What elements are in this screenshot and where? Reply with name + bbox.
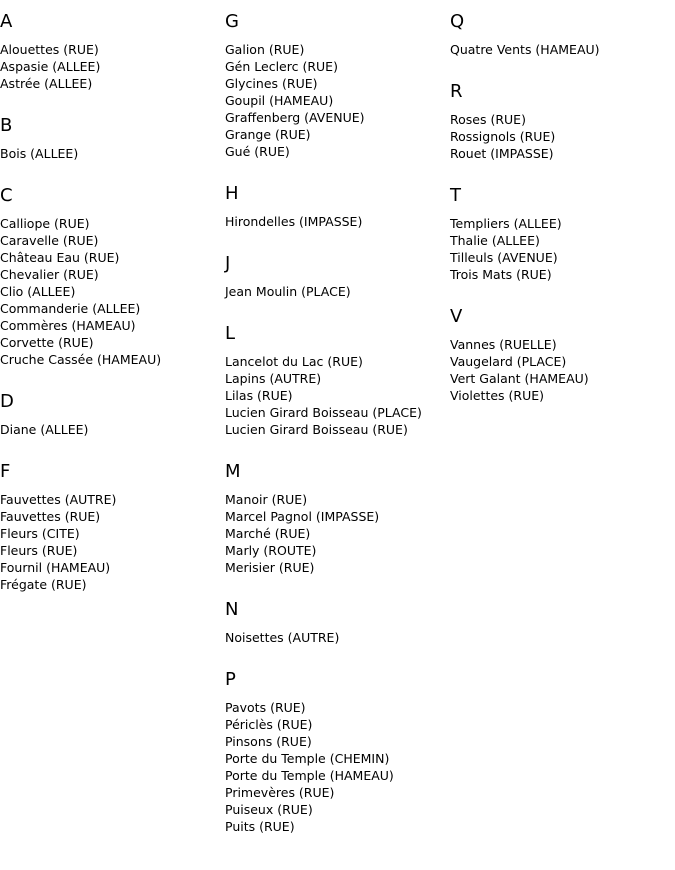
- letter-heading: B: [0, 115, 13, 136]
- letter-section: [225, 461, 450, 576]
- street-link[interactable]: Rossignols (RUE): [450, 129, 556, 144]
- street-link[interactable]: Thalie (ALLEE): [450, 233, 540, 248]
- street-list: [450, 215, 675, 283]
- letter-section: [450, 81, 675, 162]
- street-link[interactable]: Glycines (RUE): [225, 76, 318, 91]
- street-index-column-3: [450, 0, 675, 404]
- street-link[interactable]: Corvette (RUE): [0, 335, 94, 350]
- letter-heading: R: [450, 81, 463, 102]
- street-link[interactable]: Lucien Girard Boisseau (PLACE): [225, 405, 422, 420]
- street-link[interactable]: Tilleuls (AVENUE): [450, 250, 558, 265]
- letter-heading: H: [225, 183, 239, 204]
- street-list: [0, 421, 225, 438]
- letter-heading: G: [225, 11, 239, 32]
- letter-heading: Q: [450, 11, 465, 32]
- street-list: [0, 491, 225, 593]
- street-list: [0, 145, 225, 162]
- street-list: [450, 111, 675, 162]
- street-list: [225, 491, 450, 576]
- street-link[interactable]: Calliope (RUE): [0, 216, 90, 231]
- street-link[interactable]: Diane (ALLEE): [0, 422, 89, 437]
- street-link[interactable]: Fauvettes (RUE): [0, 509, 101, 524]
- street-list: [450, 336, 675, 404]
- street-link[interactable]: Primevères (RUE): [225, 785, 335, 800]
- street-link[interactable]: Périclès (RUE): [225, 717, 313, 732]
- street-link[interactable]: Marché (RUE): [225, 526, 311, 541]
- street-link[interactable]: Fleurs (RUE): [0, 543, 78, 558]
- street-list: [225, 213, 450, 230]
- street-link[interactable]: Chevalier (RUE): [0, 267, 99, 282]
- street-link[interactable]: Bois (ALLEE): [0, 146, 79, 161]
- street-link[interactable]: Lucien Girard Boisseau (RUE): [225, 422, 408, 437]
- letter-section: [450, 185, 675, 283]
- letter-section: [0, 11, 225, 92]
- street-link[interactable]: Violettes (RUE): [450, 388, 545, 403]
- street-link[interactable]: Graffenberg (AVENUE): [225, 110, 365, 125]
- street-link[interactable]: Frégate (RUE): [0, 577, 87, 592]
- letter-section: [0, 461, 225, 593]
- street-link[interactable]: Fournil (HAMEAU): [0, 560, 111, 575]
- street-link[interactable]: Porte du Temple (CHEMIN): [225, 751, 390, 766]
- street-link[interactable]: Porte du Temple (HAMEAU): [225, 768, 394, 783]
- street-link[interactable]: Aspasie (ALLEE): [0, 59, 101, 74]
- street-link[interactable]: Pinsons (RUE): [225, 734, 312, 749]
- street-link[interactable]: Goupil (HAMEAU): [225, 93, 334, 108]
- letter-section: [0, 391, 225, 438]
- street-list: [225, 699, 450, 835]
- street-link[interactable]: Cruche Cassée (HAMEAU): [0, 352, 162, 367]
- letter-heading: T: [450, 185, 461, 206]
- letter-section: [450, 11, 675, 58]
- street-list: [225, 353, 450, 438]
- street-link[interactable]: Vannes (RUELLE): [450, 337, 557, 352]
- letter-section: [225, 669, 450, 835]
- street-list: [0, 215, 225, 368]
- letter-heading: F: [0, 461, 11, 482]
- street-link[interactable]: Astrée (ALLEE): [0, 76, 93, 91]
- street-link[interactable]: Clio (ALLEE): [0, 284, 76, 299]
- street-link[interactable]: Puits (RUE): [225, 819, 295, 834]
- letter-section: [225, 11, 450, 160]
- street-link[interactable]: Templiers (ALLEE): [450, 216, 562, 231]
- street-link[interactable]: Jean Moulin (PLACE): [225, 284, 351, 299]
- street-link[interactable]: Gén Leclerc (RUE): [225, 59, 338, 74]
- street-link[interactable]: Trois Mats (RUE): [450, 267, 552, 282]
- letter-section: [225, 599, 450, 646]
- letter-section: [225, 183, 450, 230]
- street-link[interactable]: Château Eau (RUE): [0, 250, 120, 265]
- letter-heading: J: [225, 253, 231, 274]
- letter-section: [450, 306, 675, 404]
- street-link[interactable]: Puiseux (RUE): [225, 802, 313, 817]
- street-link[interactable]: Commanderie (ALLEE): [0, 301, 141, 316]
- letter-heading: A: [0, 11, 13, 32]
- letter-heading: V: [450, 306, 463, 327]
- street-link[interactable]: Grange (RUE): [225, 127, 311, 142]
- letter-heading: L: [225, 323, 236, 344]
- street-list: [225, 283, 450, 300]
- street-link[interactable]: Quatre Vents (HAMEAU): [450, 42, 600, 57]
- street-index-column-1: [0, 0, 225, 593]
- street-link[interactable]: Galion (RUE): [225, 42, 305, 57]
- street-link[interactable]: Marly (ROUTE): [225, 543, 317, 558]
- street-link[interactable]: Manoir (RUE): [225, 492, 308, 507]
- street-list: [225, 41, 450, 160]
- street-list: [0, 41, 225, 92]
- street-link[interactable]: Commères (HAMEAU): [0, 318, 136, 333]
- street-link[interactable]: Roses (RUE): [450, 112, 526, 127]
- letter-heading: M: [225, 461, 241, 482]
- street-link[interactable]: Hirondelles (IMPASSE): [225, 214, 363, 229]
- street-link[interactable]: Lapins (AUTRE): [225, 371, 322, 386]
- street-link[interactable]: Fauvettes (AUTRE): [0, 492, 117, 507]
- letter-heading: N: [225, 599, 239, 620]
- letter-heading: P: [225, 669, 236, 690]
- letter-section: [225, 323, 450, 438]
- street-link[interactable]: Vert Galant (HAMEAU): [450, 371, 589, 386]
- street-link[interactable]: Vaugelard (PLACE): [450, 354, 567, 369]
- street-list: [450, 41, 675, 58]
- letter-section: [225, 253, 450, 300]
- letter-section: [0, 185, 225, 368]
- street-link[interactable]: Lancelot du Lac (RUE): [225, 354, 363, 369]
- street-index-column-2: [225, 0, 450, 835]
- letter-heading: D: [0, 391, 14, 412]
- street-link[interactable]: Fleurs (CITE): [0, 526, 80, 541]
- street-link[interactable]: Pavots (RUE): [225, 700, 306, 715]
- street-link[interactable]: Alouettes (RUE): [0, 42, 99, 57]
- street-list: [225, 629, 450, 646]
- street-link[interactable]: Marcel Pagnol (IMPASSE): [225, 509, 380, 524]
- street-link[interactable]: Noisettes (AUTRE): [225, 630, 340, 645]
- street-link[interactable]: Lilas (RUE): [225, 388, 293, 403]
- letter-section: [0, 115, 225, 162]
- street-link[interactable]: Caravelle (RUE): [0, 233, 99, 248]
- street-link[interactable]: Rouet (IMPASSE): [450, 146, 554, 161]
- letter-heading: C: [0, 185, 13, 206]
- street-link[interactable]: Gué (RUE): [225, 144, 290, 159]
- street-link[interactable]: Merisier (RUE): [225, 560, 315, 575]
